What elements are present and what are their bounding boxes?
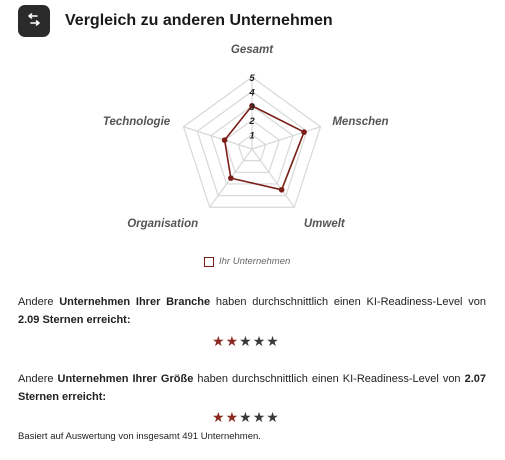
compare-arrows-icon[interactable] [18,5,50,37]
chart-legend[interactable] [204,256,290,267]
legend-label: Ihr Unternehmen [219,256,291,267]
star-empty-icon: ★ [266,409,279,425]
star-empty-icon: ★ [239,333,252,349]
industry-comparison-text: Andere Unternehmen Ihrer Branche haben durchschnittlich einen KI-Readiness-Level von 2.09 Sternen erreicht: [18,296,486,326]
star-empty-icon: ★ [252,333,266,349]
star-empty-icon: ★ [239,409,252,425]
axis-label: Technologie [102,115,171,128]
tick-label: 1 [249,130,255,142]
axis-label: Menschen [332,115,389,128]
axis-label: Gesamt [230,44,274,56]
data-point[interactable] [228,175,234,181]
star-filled-icon: ★ [212,333,225,349]
tick-label: 3 [249,101,255,113]
tick-label: 2 [249,116,255,128]
axis-label: Umwelt [303,218,345,231]
page-title: Vergleich zu anderen Unternehmen [65,12,333,29]
axis-label: Organisation [127,218,199,231]
tick-label: 4 [249,87,255,99]
footnote: Basiert auf Auswertung von insgesamt 491 Unternehmen. [18,431,261,442]
data-point[interactable] [222,137,228,143]
data-point[interactable] [279,187,285,193]
star-filled-icon: ★ [225,333,239,349]
data-point[interactable] [301,129,307,135]
star-empty-icon: ★ [266,333,279,349]
tick-label: 5 [249,73,255,84]
industry-star-rating [212,334,279,348]
radar-axis-labels [103,44,389,230]
star-empty-icon: ★ [252,409,266,425]
section-header [18,5,333,37]
star-filled-icon: ★ [212,409,225,425]
size-comparison-text: Andere Unternehmen Ihrer Größe haben durchschnittlich einen KI-Readiness-Level von 2.07 Sternen erreicht: [18,373,487,403]
legend-swatch [204,257,214,267]
size-star-rating [212,410,279,424]
radar-tick-labels [248,73,255,142]
star-filled-icon: ★ [225,409,239,425]
radar-chart [0,44,505,255]
